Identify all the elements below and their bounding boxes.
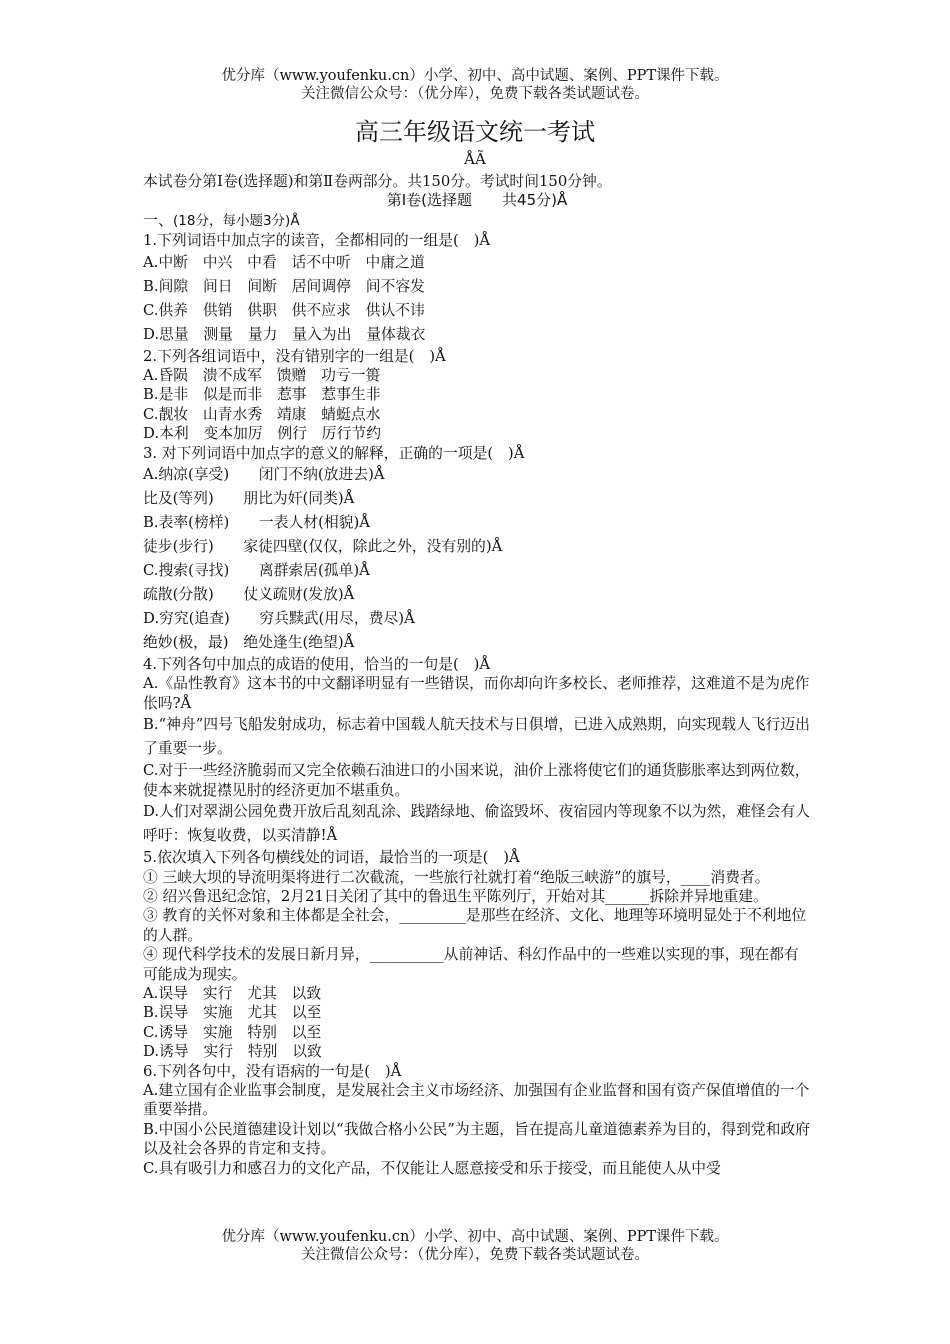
question-line: B.表率(榜样) 一表人材(相貌)Å	[143, 514, 370, 532]
question-line: B.中国小公民道德建设计划以“我做合格小公民”为主题，旨在提高儿童道德素养为目的，得到党和政府以及社会各界的肯定和支持。	[143, 1120, 810, 1158]
exam-title: 高三年级语文统一考试	[355, 118, 595, 146]
question-line: D.本利 变本加厉 例行 厉行节约	[143, 425, 381, 443]
garbled-mark: ÅÃ	[464, 150, 486, 168]
exam-body	[143, 172, 811, 1178]
question-line: C.具有吸引力和感召力的文化产品，不仅能让人愿意接受和乐于接受，而且能使人从中受	[143, 1159, 721, 1177]
header-line-2: 关注微信公众号：（优分库），免费下载各类试题试卷。	[301, 86, 649, 102]
question-line: 比及(等列) 朋比为奸(同类)Å	[143, 490, 355, 508]
question-line: D.诱导 实行 特别 以致	[143, 1043, 322, 1061]
question-line: C.诱导 实施 特别 以至	[143, 1023, 322, 1041]
question-line: ② 绍兴鲁迅纪念馆，2月21日关闭了其中的鲁迅生平陈列厅，开始对其______拆除并异地重建。	[143, 887, 768, 905]
question-line: 2.下列各组词语中，没有错别字的一组是( )Å	[143, 347, 446, 365]
question-line: D.人们对翠湖公园免费开放后乱刻乱涂、践踏绿地、偷盗毁坏、夜宿园内等现象不以为然，难怪会有人呼吁：恢复收费，以买清静!Å	[143, 803, 811, 845]
question-line: A.《品性教育》这本书的中文翻译明显有一些错误，而你却向许多校长、老师推荐，这难道不是为虎作伥吗?Å	[143, 675, 810, 712]
question-line: 疏散(分散) 仗义疏财(发放)Å	[143, 586, 355, 604]
question-line: 5.依次填入下列各句横线处的词语，最恰当的一项是( )Å	[143, 849, 520, 867]
section-number: 一、	[143, 210, 174, 229]
question-line: D.穷究(追查) 穷兵黩武(用尽，费尽)Å	[143, 610, 415, 628]
question-line: 绝妙(极，最) 绝处逢生(绝望)Å	[143, 634, 355, 652]
exam-intro: 本试卷分第Ⅰ卷(选择题)和第Ⅱ卷两部分。共150分。考试时间150分钟。	[143, 173, 612, 190]
footer-line-1: 优分库（www.youfenku.cn）小学、初中、高中试题、案例、PPT课件下载。	[221, 1229, 729, 1245]
question-line: A.昏陨 溃不成军 馈赠 功亏一篑	[143, 367, 381, 385]
question-line: 徒步(步行) 家徒四壁(仅仅，除此之外，没有别的)Å	[143, 538, 503, 556]
question-list	[143, 231, 811, 1178]
section-1-heading	[143, 211, 811, 231]
question-line: 4.下列各句中加点的成语的使用，恰当的一句是( )Å	[143, 656, 491, 674]
question-line: C.搜索(寻找) 离群索居(孤单)Å	[143, 562, 370, 580]
question-line: 3. 对下列词语中加点字的意义的解释，正确的一项是( )Å	[143, 444, 525, 462]
question-line: ③ 教育的关怀对象和主体都是全社会，_________是那些在经济、文化、地理等环境明显处于不利地位的人群。	[143, 907, 807, 944]
question-line: ① 三峡大坝的导流明渠将进行二次截流，一些旅行社就打着“绝版三峡游”的旗号，____消费者。	[143, 868, 770, 886]
section-note: (18分，每小题3分)Å	[173, 212, 300, 229]
question-line: C.对于一些经济脆弱而又完全依赖石油进口的小国来说，油价上涨将使它们的通货膨胀率达到两位数，使本来就捉襟见肘的经济更加不堪重负。	[143, 762, 810, 799]
footer-line-2: 关注微信公众号：（优分库），免费下载各类试题试卷。	[301, 1247, 649, 1263]
question-line: 1.下列词语中加点字的读音，全都相同的一组是( )Å	[143, 232, 491, 250]
volume-1-heading: 第Ⅰ卷(选择题 共45分)Å	[386, 191, 568, 210]
question-line: 6.下列各句中，没有语病的一句是( )Å	[143, 1062, 402, 1080]
page-header	[0, 67, 950, 103]
question-line: A.纳凉(享受) 闭门不纳(放进去)Å	[143, 466, 385, 484]
question-line: B.是非 似是而非 惹事 惹事生非	[143, 386, 381, 404]
question-line: B.间隙 间日 间断 居间调停 间不容发	[143, 277, 425, 295]
question-line: C.供养 供销 供职 供不应求 供认不讳	[143, 301, 425, 319]
question-line: A.建立国有企业监事会制度，是发展社会主义市场经济、加强国有企业监督和国有资产保值增值的一个重要举措。	[143, 1081, 810, 1119]
page-footer	[0, 1228, 950, 1264]
question-line: B.误导 实施 尤其 以至	[143, 1004, 322, 1022]
question-line: D.思量 测量 量力 量入为出 量体裁衣	[143, 325, 426, 343]
question-line: A.误导 实行 尤其 以致	[143, 984, 322, 1002]
question-line: A.中断 中兴 中看 话不中听 中庸之道	[143, 253, 425, 271]
question-line: ④ 现代科学技术的发展日新月异，__________从前神话、科幻作品中的一些难以实现的事，现在都有可能成为现实。	[143, 946, 799, 983]
question-line: C.靓妆 山青水秀 靖康 蜻蜓点水	[143, 405, 381, 423]
header-line-1: 优分库（www.youfenku.cn）小学、初中、高中试题、案例、PPT课件下载。	[221, 68, 729, 84]
question-line: B.“神舟”四号飞船发射成功，标志着中国载人航天技术与日俱增，已进入成熟期，向实现载人飞行迈出了重要一步。	[143, 716, 810, 758]
